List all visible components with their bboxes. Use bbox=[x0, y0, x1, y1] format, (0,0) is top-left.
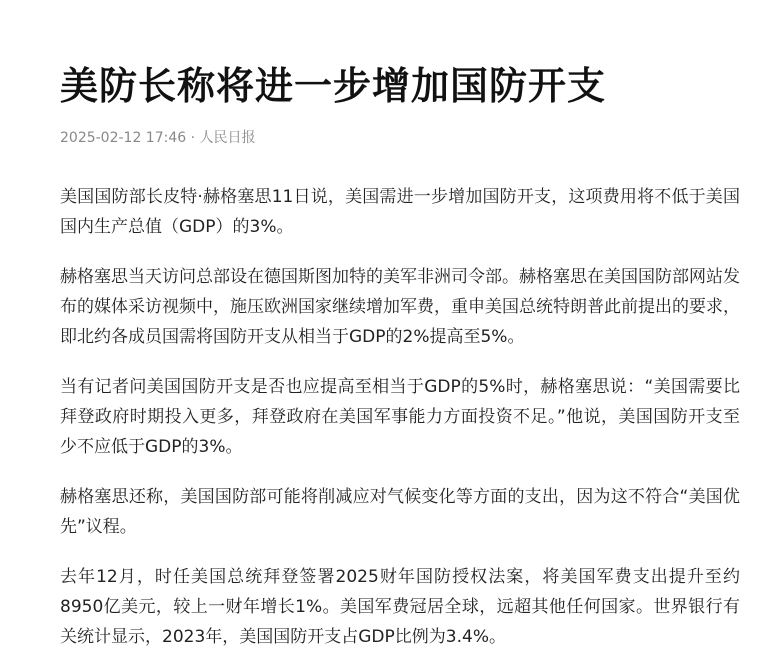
article-title: 美防长称将进一步增加国防开支 bbox=[60, 64, 607, 108]
publish-datetime: 2025-02-12 17:46 bbox=[60, 130, 187, 146]
paragraph-2: 赫格塞思当天访问总部设在德国斯图加特的美军非洲司令部。赫格塞思在美国国防部网站发布的媒体采访视频中，施压欧洲国家继续增加军费，重申美国总统特朗普此前提出的要求，即北约各成员国需将国防开支从相当于GDP的2%提高至5%。 bbox=[60, 267, 740, 347]
paragraph-4: 赫格塞思还称，美国国防部可能将削减应对气候变化等方面的支出，因为这不符合“美国优先”议程。 bbox=[60, 487, 740, 537]
meta-separator: · bbox=[186, 130, 200, 146]
paragraph-3: 当有记者问美国国防开支是否也应提高至相当于GDP的5%时，赫格塞思说：“美国需要比拜登政府时期投入更多，拜登政府在美国军事能力方面投资不足。”他说，美国国防开支至少不应低于GDP的3%。 bbox=[60, 377, 740, 457]
article-body bbox=[60, 182, 740, 672]
paragraph-5: 去年12月，时任美国总统拜登签署2025财年国防授权法案，将美国军费支出提升至约8950亿美元，较上一财年增长1%。美国军费冠居全球，远超其他任何国家。世界银行有关统计显示，2023年，美国国防开支占GDP比例为3.4%。 bbox=[60, 567, 740, 647]
article-meta bbox=[60, 128, 256, 148]
paragraph-1: 美国国防部长皮特·赫格塞思11日说，美国需进一步增加国防开支，这项费用将不低于美国国内生产总值（GDP）的3%。 bbox=[60, 187, 740, 237]
source-name: 人民日报 bbox=[199, 130, 256, 146]
